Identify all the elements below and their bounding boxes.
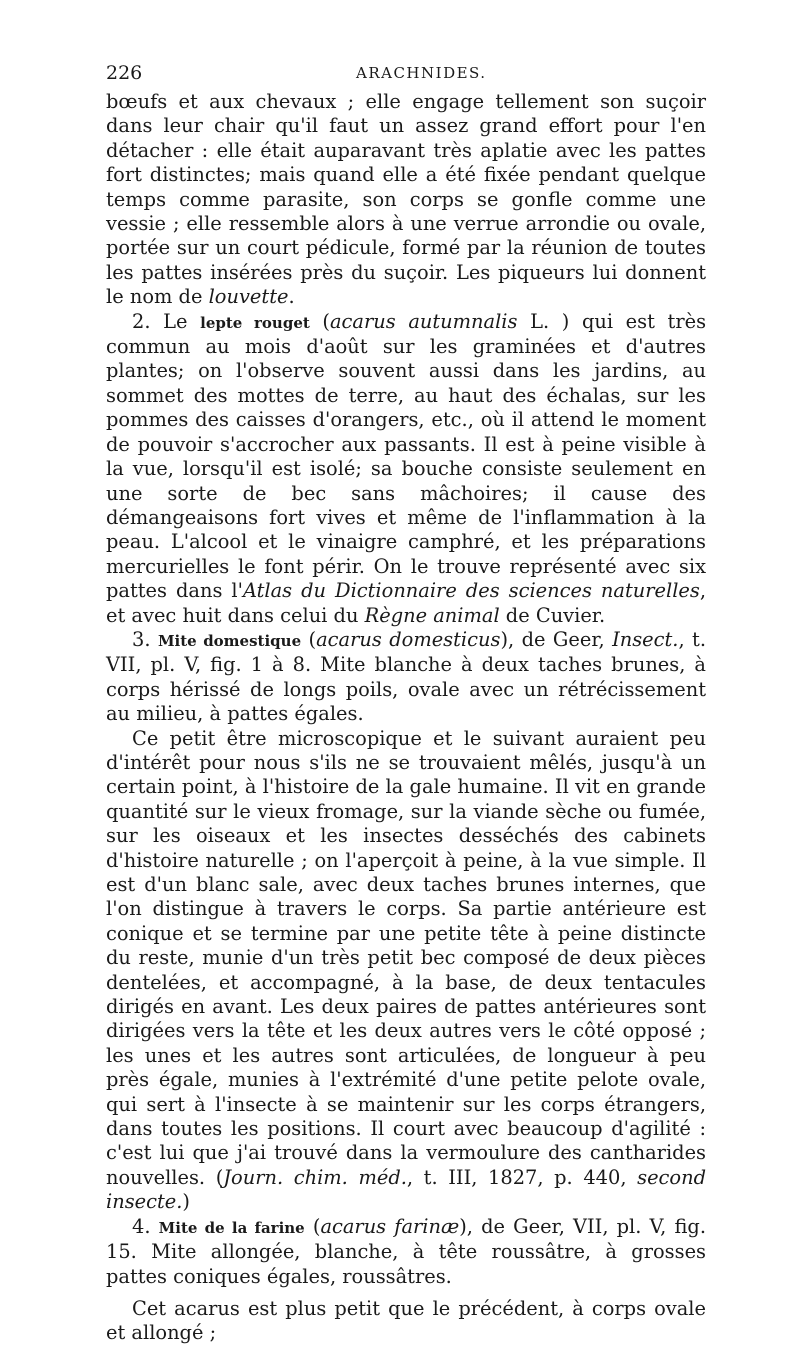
- page-header: [106, 62, 706, 86]
- paragraph-last: Cet acarus est plus petit que le précédent, à corps ovale et allongé ;: [106, 1296, 706, 1345]
- entry-lepte-rouget: 2. Le lepte rouget (acarus autumnalis L. ) qui est très commun au mois d'août sur les graminées et d'autres plantes; on l'observe souvent aussi dans les jardins, au sommet des mottes de terre, au haut des échalas, sur les pommes des caisses d'orangers, etc., où il attend le moment de pouvoir s'accrocher aux passants. Il est à peine visible à la vue, lorsqu'il est isolé; sa bouche consiste seulement en une sorte de bec sans mâchoires; il cause des démangeaisons fort vives et même de l'inflammation à la peau. L'alcool et le vinaigre camphré, et les préparations mercurielles le font périr. On le trouve représenté avec six pattes dans l'Atlas du Dictionnaire des sciences naturelles, et avec huit dans celui du Règne animal de Cuvier.: [106, 309, 707, 627]
- scientific-name: acarus domesticus: [316, 627, 501, 651]
- scientific-name: acarus autumnalis: [330, 309, 518, 333]
- regne-title: Règne animal: [364, 603, 500, 627]
- entry-name: lepte rouget: [200, 313, 310, 332]
- journal-ref: Journ. chim. méd.: [223, 1165, 407, 1189]
- paragraph-continuation: bœufs et aux chevaux ; elle engage tellement son suçoir dans leur chair qu'il faut un assez grand effort pour l'en détacher : elle était auparavant très aplatie avec les pattes fort distinctes; mais quand elle a été fixée pendant quelque temps comme parasite, son corps se gonfle comme une vessie ; elle ressemble alors à une verrue arrondie ou ovale, portée sur un court pédicule, formé par la réunion de toutes les pattes insérées près du suçoir. Les piqueurs lui donnent le nom de louvette.: [106, 90, 706, 309]
- scientific-name: acarus farinæ: [320, 1214, 460, 1238]
- second-insecte: second insecte.: [106, 1165, 706, 1214]
- page-number: 226: [106, 62, 143, 84]
- insect-ref: Insect.: [612, 627, 679, 651]
- body-text: [106, 90, 706, 1346]
- entry-mite-domestique: 3. Mite domestique (acarus domesticus), de Geer, Insect., t. VII, pl. V, fig. 1 à 8. Mite blanche à deux taches brunes, à corps hérissé de longs poils, ovale avec un rétrécissement au milieu, à pattes égales.: [106, 627, 707, 726]
- entry-mite-farine: 4. Mite de la farine (acarus farinæ), de Geer, VII, pl. V, fig. 15. Mite allongée, blanche, à tête roussâtre, à grosses pattes coniques égales, roussâtres.: [106, 1214, 706, 1288]
- entry-name: Mite de la farine: [158, 1218, 305, 1237]
- running-head: ARACHNIDES.: [356, 64, 487, 82]
- entry-name: Mite domestique: [157, 631, 302, 650]
- atlas-title: Atlas du Dictionnaire des sciences naturelles: [242, 579, 700, 603]
- paragraph-description: Ce petit être microscopique et le suivant auraient peu d'intérêt pour nous s'ils ne se trouvaient mêlés, jusqu'à un certain point, à l'histoire de la gale humaine. Il vit en grande quantité sur le vieux fromage, sur la viande sèche ou fumée, sur les oiseaux et les insectes desséchés des cabinets d'histoire naturelle ; on l'aperçoit à peine, à la vue simple. Il est d'un blanc sale, avec deux taches brunes internes, que l'on distingue à travers le corps. Sa partie antérieure est conique et se termine par une petite tête à peine distincte du reste, munie d'un très petit bec composé de deux pièces dentelées, et accompagné, à la base, de deux tentacules dirigés en avant. Les deux paires de pattes antérieures sont dirigées vers la tête et les deux autres vers le côté opposé ; les unes et les autres sont articulées, de longueur à peu près égale, munies à l'extrémité d'une petite pelote ovale, qui sert à l'insecte à se maintenir sur les corps étrangers, dans toutes les positions. Il court avec beaucoup d'agilité : c'est lui que j'ai trouvé dans la vermoulure des cantharides nouvelles. (Journ. chim. méd., t. III, 1827, p. 440, second insecte.): [106, 726, 706, 1214]
- common-name-louvette: louvette: [208, 285, 289, 309]
